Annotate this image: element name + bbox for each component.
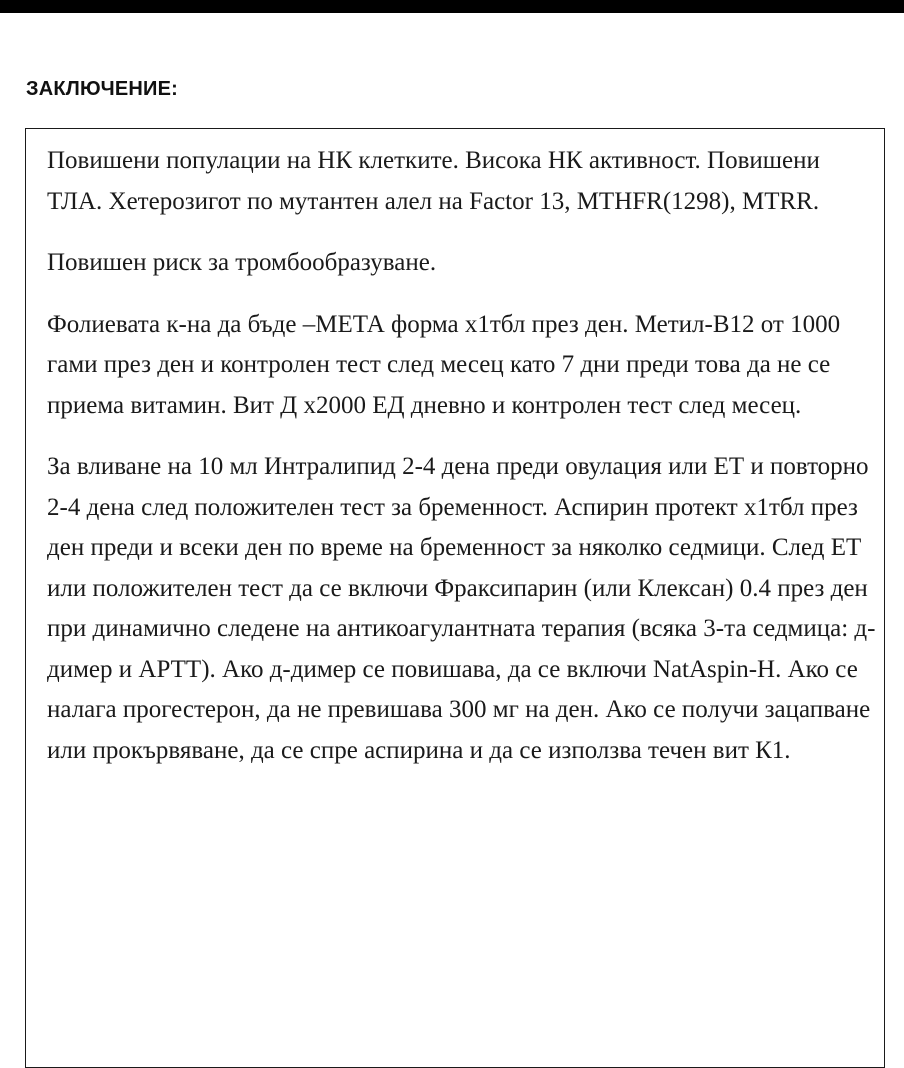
paragraph-vitamins: Фолиевата к-на да бъде –МЕТА форма х1тбл през ден. Метил-В12 от 1000 гами през ден и контролен тест след месец като 7 дни преди това да не се приема витамин. Вит Д х2000 ЕД дневно и контролен тест след месец.	[47, 310, 841, 419]
paragraph-findings: Повишени популации на НК клетките. Висока НК активност. Повишени ТЛА. Хетерозигот по мутантен алел на Factor 13, MTHFR(1298), MTRR.	[47, 147, 820, 215]
paragraph-therapy: За вливане на 10 мл Интралипид 2-4 дена преди овулация или ЕТ и повторно 2-4 дена след положителен тест за бременност. Аспирин протект х1тбл през ден преди и всеки ден по време на бременност за няколко седмици. След ЕТ или положителен тест да се включи Фраксипарин (или Клексан) 0.4 през ден при динамично следене на антикоагулантната терапия (всяка 3-та седмица: д-димер и АРТТ). Ако д-димер се повишава, да се включи NatAspin-H. Ако се налага прогестерон, да не превишава 300 мг на ден. Ако се получи зацапване или прокървяване, да се спре аспирина и да се използва течен вит К1.	[47, 453, 876, 764]
conclusion-text	[47, 141, 877, 792]
conclusion-heading: ЗАКЛЮЧЕНИЕ:	[26, 78, 178, 100]
paragraph-risk: Повишен риск за тромбообразуване.	[47, 249, 437, 276]
top-bar	[0, 0, 904, 13]
